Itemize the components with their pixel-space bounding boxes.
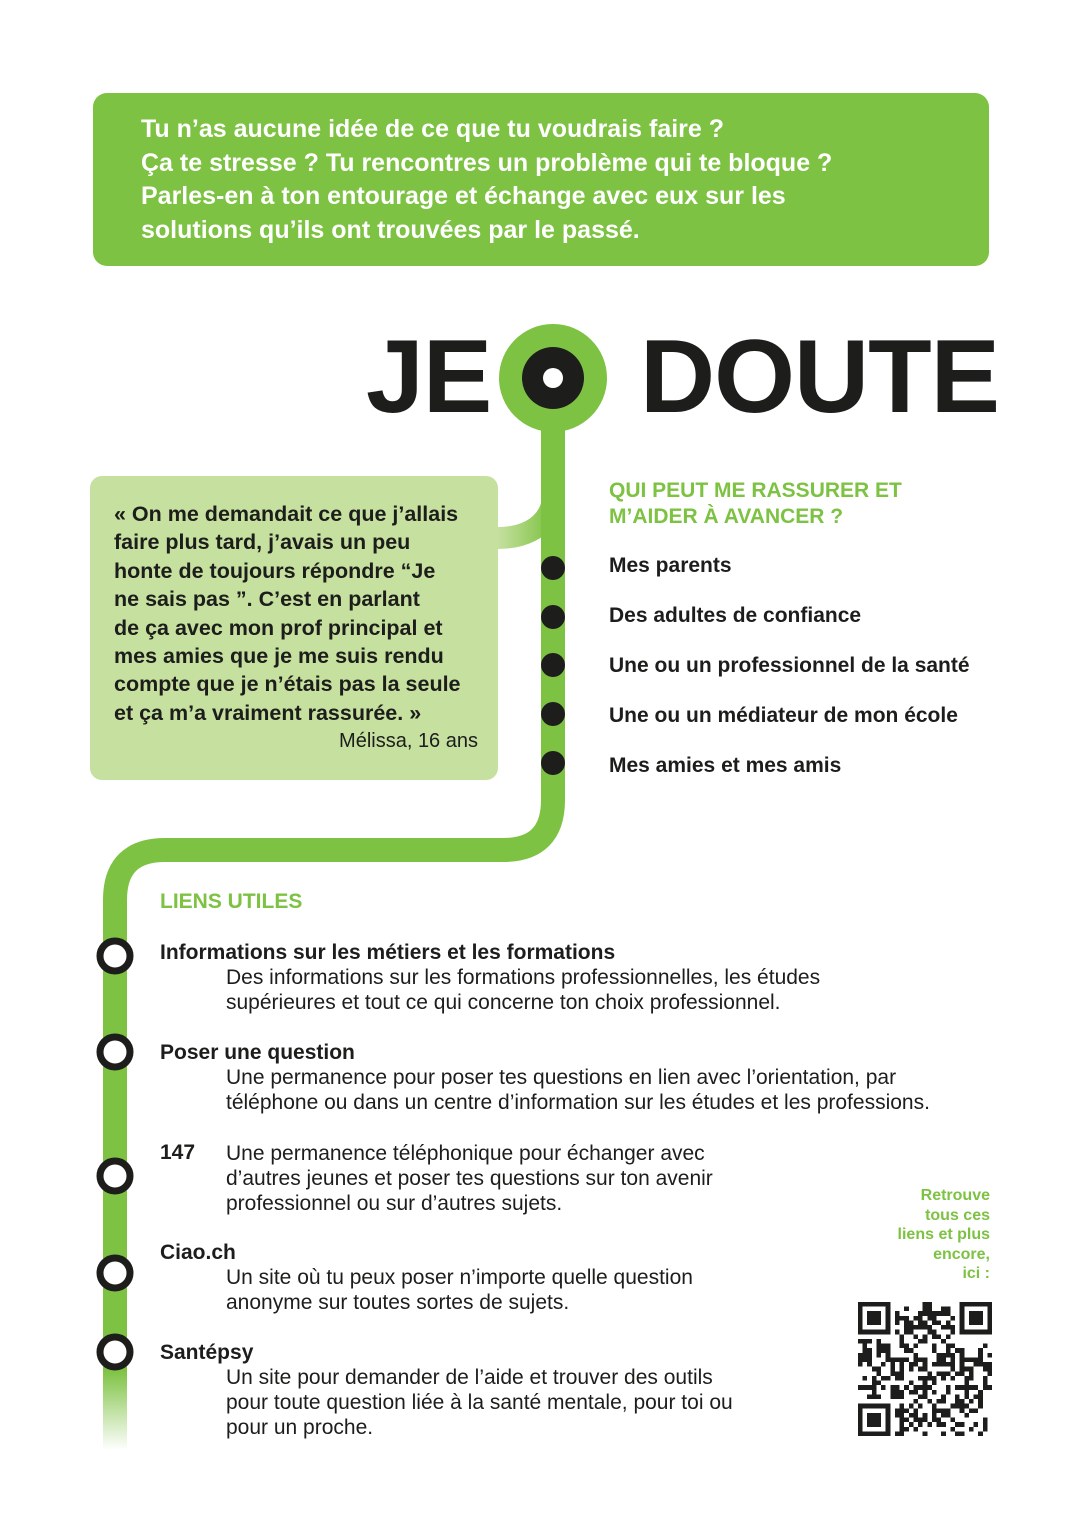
qr-caption-line: tous ces	[925, 1206, 990, 1224]
helper-item: Une ou un médiateur de mon école	[609, 704, 958, 727]
quote-line: et ça m’a vraiment rassurée. »	[114, 700, 422, 725]
link-description-line: anonyme sur toutes sortes de sujets.	[226, 1291, 570, 1314]
link-description	[226, 1141, 713, 1216]
link-entry-metiers[interactable]	[160, 941, 820, 1015]
quote-line: compte que je n’étais pas la seule	[114, 672, 461, 697]
metro-line-fade	[103, 1370, 127, 1450]
link-entry-question[interactable]	[160, 1041, 930, 1115]
link-description	[226, 965, 820, 1015]
helper-item: Des adultes de confiance	[609, 604, 862, 627]
qr-caption-line: encore,	[933, 1245, 990, 1263]
link-description-line: professionnel ou sur d’autres sujets.	[226, 1192, 563, 1215]
qr-caption-line: Retrouve	[920, 1187, 990, 1204]
link-stop-icon	[100, 941, 130, 971]
helpers-heading-line: M’AIDER À AVANCER ?	[609, 504, 844, 528]
link-description	[226, 1365, 733, 1440]
quote-line: « On me demandait ce que j’allais	[114, 502, 459, 526]
link-entry-ciao[interactable]	[160, 1241, 693, 1315]
link-description	[226, 1265, 693, 1315]
intro-box	[93, 93, 989, 266]
quote-author: Mélissa, 16 ans	[339, 730, 478, 753]
intro-text-line: Parles-en à ton entourage et échange avec eux sur les	[141, 182, 786, 210]
link-description-line: Une permanence pour poser tes questions en lien avec l’orientation, par	[226, 1066, 897, 1089]
links-heading: LIENS UTILES	[160, 890, 303, 913]
link-title[interactable]: Poser une question	[160, 1041, 355, 1064]
link-title[interactable]: Santépsy	[160, 1341, 254, 1364]
helper-item: Mes parents	[609, 554, 732, 577]
link-description-line: Des informations sur les formations professionnelles, les études	[226, 966, 821, 989]
intro-text-line: Tu n’as aucune idée de ce que tu voudrais faire ?	[141, 115, 725, 143]
link-stop-icon	[100, 1337, 130, 1367]
link-description-line: téléphone ou dans un centre d’information sur les études et les professions.	[226, 1091, 930, 1114]
helpers-heading	[609, 478, 902, 529]
quote-line: ne sais pas ”. C’est en parlant	[114, 587, 420, 612]
quote-line: de ça avec mon prof principal et	[114, 615, 443, 640]
page-title-right: DOUTE	[640, 319, 999, 435]
link-title[interactable]: 147	[160, 1141, 196, 1164]
page-title-left: JE	[366, 319, 492, 435]
link-stop-icon	[100, 1161, 130, 1191]
helper-item: Une ou un professionnel de la santé	[609, 654, 970, 677]
link-description-line: d’autres jeunes et poser tes questions sur ton avenir	[226, 1167, 713, 1190]
qr-code-icon[interactable]	[858, 1302, 992, 1436]
helper-stop-icon	[541, 702, 565, 726]
link-title[interactable]: Ciao.ch	[160, 1241, 236, 1264]
link-description-line: Une permanence téléphonique pour échanger avec	[226, 1142, 705, 1165]
link-description	[226, 1065, 930, 1115]
intro-text-line: Ça te stresse ? Tu rencontres un problème qui te bloque ?	[141, 148, 833, 177]
helper-stop-icon	[541, 751, 565, 775]
testimonial-quote	[90, 476, 498, 780]
quote-line: faire plus tard, j’avais un peu	[114, 530, 411, 555]
helpers-heading-line: QUI PEUT ME RASSURER ET	[609, 479, 902, 502]
link-description-line: pour un proche.	[226, 1416, 374, 1439]
link-description-line: Un site où tu peux poser n’importe quelle question	[226, 1266, 693, 1289]
link-entry-santepsy[interactable]	[160, 1341, 733, 1440]
qr-caption-line: ici :	[962, 1265, 990, 1283]
intro-text-line: solutions qu’ils ont trouvées par le passé.	[141, 215, 640, 244]
link-stop-icon	[100, 1258, 130, 1288]
quote-line: honte de toujours répondre “Je	[114, 558, 436, 583]
link-description-line: supérieures et tout ce qui concerne ton choix professionnel.	[226, 991, 781, 1014]
qr-caption-line: liens et plus	[897, 1226, 990, 1244]
link-description-line: Un site pour demander de l’aide et trouver des outils	[226, 1366, 713, 1389]
helper-stop-icon	[541, 653, 565, 677]
quote-line: mes amies que je me suis rendu	[114, 644, 444, 669]
helper-stop-icon	[541, 556, 565, 580]
helper-item: Mes amies et mes amis	[609, 754, 842, 777]
link-description-line: pour toute question liée à la santé mentale, pour toi ou	[226, 1391, 733, 1414]
link-stop-icon	[100, 1037, 130, 1067]
link-entry-147[interactable]	[160, 1141, 713, 1216]
qr-caption	[898, 1186, 990, 1284]
helper-stop-icon	[541, 605, 565, 629]
link-title[interactable]: Informations sur les métiers et les formations	[160, 941, 616, 964]
